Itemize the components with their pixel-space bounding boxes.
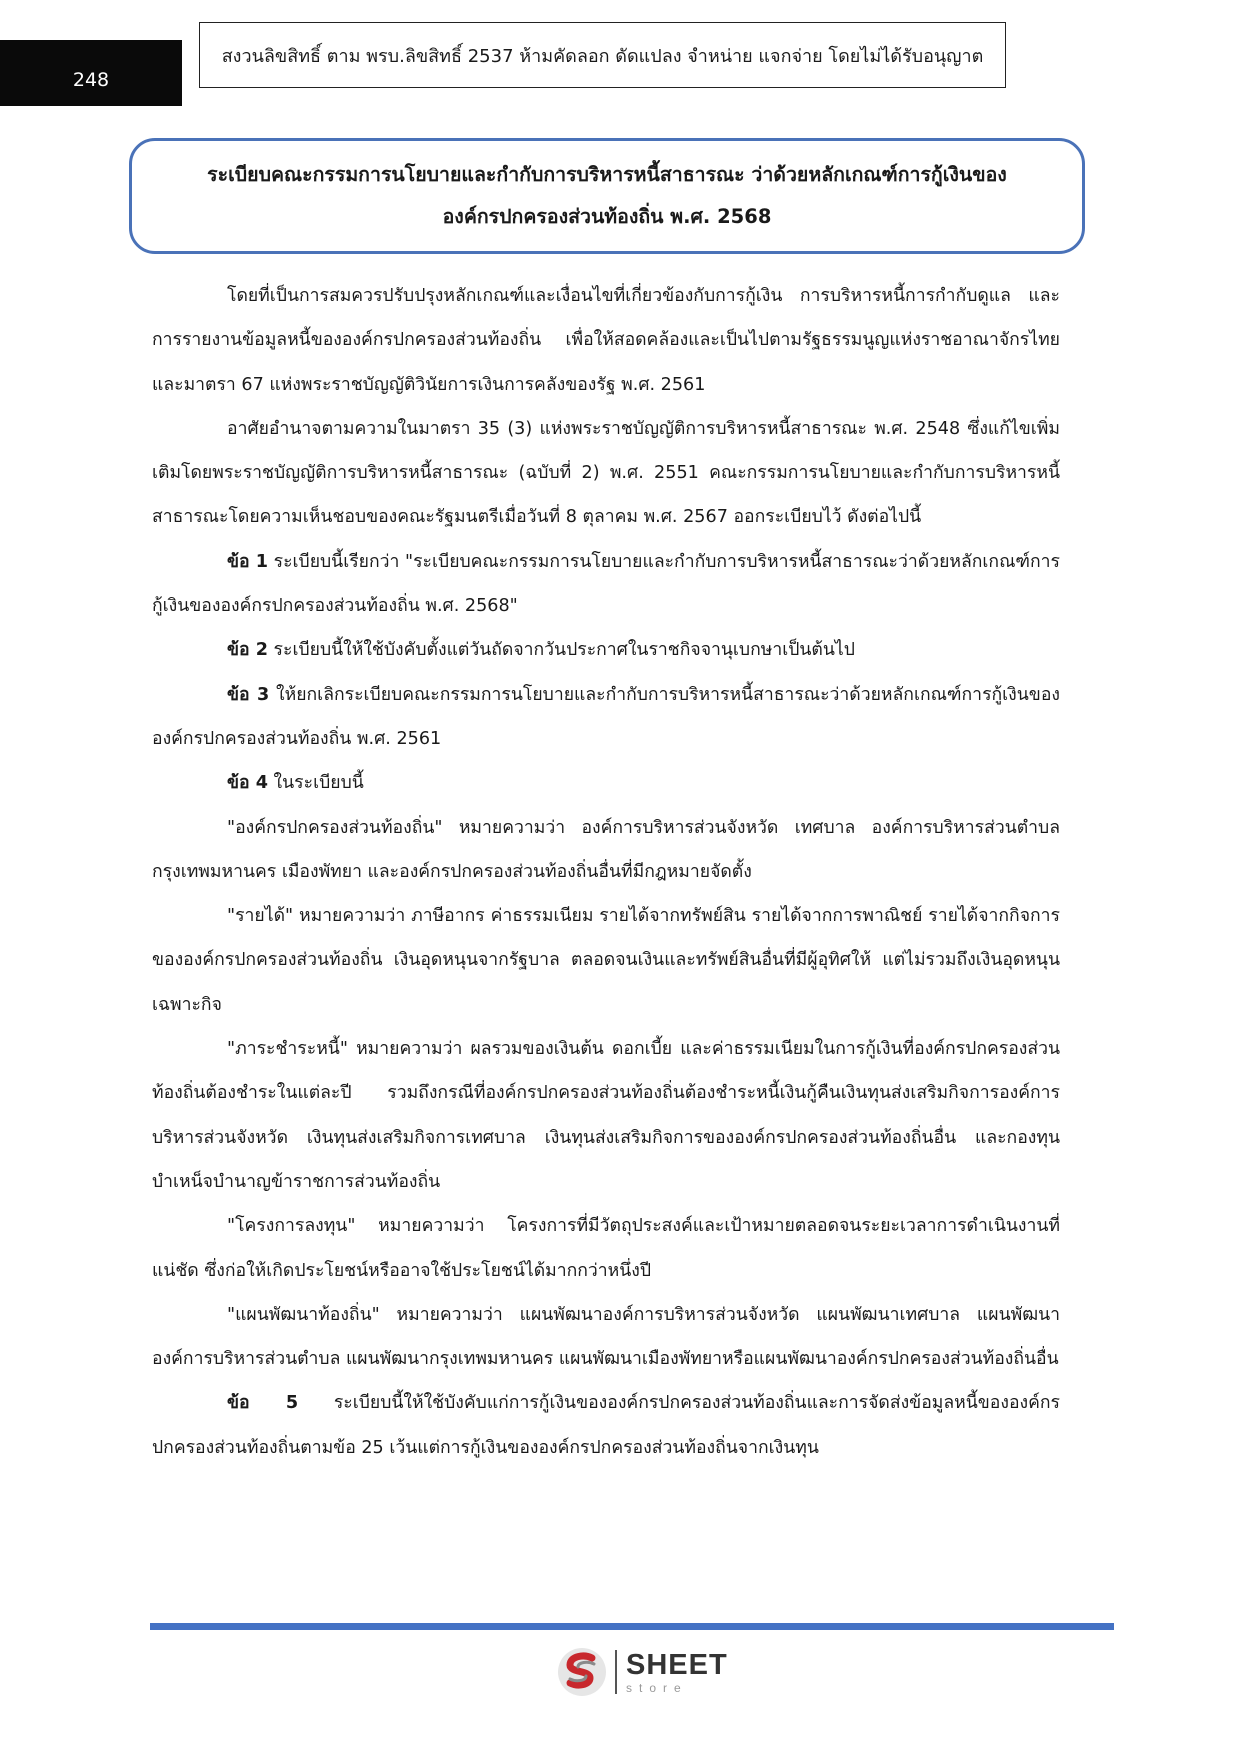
preamble-paragraph-2: อาศัยอำนาจตามความในมาตรา 35 (3) แห่งพระราชบัญญัติการบริหารหนี้สาธารณะ พ.ศ. 2548 ซึ่งแก้ไขเพิ่มเติมโดยพระราชบัญญัติการบริหารหนี้สาธารณะ (ฉบับที่ 2) พ.ศ. 2551 คณะกรรมการนโยบายและกำกับการบริหารหนี้สาธารณะโดยความเห็นชอบของคณะรัฐมนตรีเมื่อวันที่ 8 ตุลาคม พ.ศ. 2567 ออกระเบียบไว้ ดังต่อไปนี้: [152, 418, 1060, 528]
clause-4-number: ข้อ 4: [227, 773, 268, 794]
clause-2-text: ระเบียบนี้ให้ใช้บังคับตั้งแต่วันถัดจากวันประกาศในราชกิจจานุเบกษาเป็นต้นไป: [267, 640, 855, 661]
clause-2: [152, 628, 1060, 672]
logo-word: SHEET: [626, 1648, 728, 1681]
clause-1-number: ข้อ 1: [227, 551, 268, 572]
preamble-paragraph-1: โดยที่เป็นการสมควรปรับปรุงหลักเกณฑ์และเงื่อนไขที่เกี่ยวข้องกับการกู้เงิน การบริหารหนี้การกำกับดูแล และการรายงานข้อมูลหนี้ขององค์กรปกครองส่วนท้องถิ่น เพื่อให้สอดคล้องและเป็นไปตามรัฐธรรมนูญแห่งราชอาณาจักรไทย และมาตรา 67 แห่งพระราชบัญญัติวินัยการเงินการคลังของรัฐ พ.ศ. 2561: [152, 286, 1060, 395]
page-number: 248: [0, 40, 182, 106]
logo-subtitle: store: [626, 1680, 688, 1695]
clause-3: [152, 673, 1060, 762]
clause-4-text: ในระเบียบนี้: [267, 773, 364, 794]
sheet-store-logo: [556, 1645, 728, 1699]
title-line-1: ระเบียบคณะกรรมการนโยบายและกำกับการบริหารหนี้สาธารณะ ว่าด้วยหลักเกณฑ์การกู้เงินของ: [207, 163, 1007, 186]
definition-local-government: "องค์กรปกครองส่วนท้องถิ่น" หมายความว่า องค์การบริหารส่วนจังหวัด เทศบาล องค์การบริหารส่วนตำบล กรุงเทพมหานคร เมืองพัทยา และองค์กรปกครองส่วนท้องถิ่นอื่นที่มีกฎหมายจัดตั้ง: [152, 817, 1060, 882]
clause-4: [152, 761, 1060, 805]
sheet-store-logo-icon: [556, 1646, 608, 1698]
clause-3-number: ข้อ 3: [227, 684, 270, 705]
logo-text: [626, 1648, 728, 1695]
definition-investment-project: "โครงการลงทุน" หมายความว่า โครงการที่มีวัตถุประสงค์และเป้าหมายตลอดจนระยะเวลาการดำเนินงานที่แน่ชัด ซึ่งก่อให้เกิดประโยชน์หรืออาจใช้ประโยชน์ได้มากกว่าหนึ่งปี: [152, 1216, 1060, 1281]
definition-debt-service: "ภาระชำระหนี้" หมายความว่า ผลรวมของเงินต้น ดอกเบี้ย และค่าธรรมเนียมในการกู้เงินที่องค์กรปกครองส่วนท้องถิ่นต้องชำระในแต่ละปี รวมถึงกรณีที่องค์กรปกครองส่วนท้องถิ่นต้องชำระหนี้เงินกู้คืนเงินทุนส่งเสริมกิจการองค์การบริหารส่วนจังหวัด เงินทุนส่งเสริมกิจการเทศบาล เงินทุนส่งเสริมกิจการขององค์กรปกครองส่วนท้องถิ่นอื่น และกองทุนบำเหน็จบำนาญข้าราชการส่วนท้องถิ่น: [152, 1039, 1060, 1192]
clause-2-number: ข้อ 2: [227, 640, 268, 661]
clause-1: [152, 540, 1060, 629]
clause-5-text: ระเบียบนี้ให้ใช้บังคับแก่การกู้เงินขององค์กรปกครองส่วนท้องถิ่นและการจัดส่งข้อมูลหนี้ขององค์กรปกครองส่วนท้องถิ่นตามข้อ 25 เว้นแต่การกู้เงินขององค์กรปกครองส่วนท้องถิ่นจากเงินทุน: [152, 1393, 1060, 1458]
document-body: [152, 274, 1060, 1470]
title-line-2: องค์กรปกครองส่วนท้องถิ่น พ.ศ. 2568: [442, 205, 772, 228]
clause-1-text: ระเบียบนี้เรียกว่า "ระเบียบคณะกรรมการนโยบายและกำกับการบริหารหนี้สาธารณะว่าด้วยหลักเกณฑ์การกู้เงินขององค์กรปกครองส่วนท้องถิ่น พ.ศ. 2568": [152, 551, 1060, 617]
clause-3-text: ให้ยกเลิกระเบียบคณะกรรมการนโยบายและกำกับการบริหารหนี้สาธารณะว่าด้วยหลักเกณฑ์การกู้เงินขององค์กรปกครองส่วนท้องถิ่น พ.ศ. 2561: [152, 684, 1060, 749]
clause-5-number: ข้อ 5: [227, 1393, 299, 1414]
definition-local-development-plan: "แผนพัฒนาท้องถิ่น" หมายความว่า แผนพัฒนาองค์การบริหารส่วนจังหวัด แผนพัฒนาเทศบาล แผนพัฒนาองค์การบริหารส่วนตำบล แผนพัฒนากรุงเทพมหานคร แผนพัฒนาเมืองพัทยาหรือแผนพัฒนาองค์กรปกครองส่วนท้องถิ่นอื่น: [152, 1304, 1060, 1370]
document-title-box: [129, 138, 1085, 254]
logo-separator: [615, 1650, 617, 1694]
footer-divider: [150, 1623, 1114, 1630]
clause-5: [152, 1381, 1060, 1470]
definition-revenue: "รายได้" หมายความว่า ภาษีอากร ค่าธรรมเนียม รายได้จากทรัพย์สิน รายได้จากการพาณิชย์ รายได้จากกิจการขององค์กรปกครองส่วนท้องถิ่น เงินอุดหนุนจากรัฐบาล ตลอดจนเงินและทรัพย์สินอื่นที่มีผู้อุทิศให้ แต่ไม่รวมถึงเงินอุดหนุนเฉพาะกิจ: [152, 906, 1060, 1015]
copyright-notice: สงวนลิขสิทธิ์ ตาม พรบ.ลิขสิทธิ์ 2537 ห้ามคัดลอก ดัดแปลง จำหน่าย แจกจ่าย โดยไม่ได้รับอนุญาต: [199, 22, 1006, 88]
